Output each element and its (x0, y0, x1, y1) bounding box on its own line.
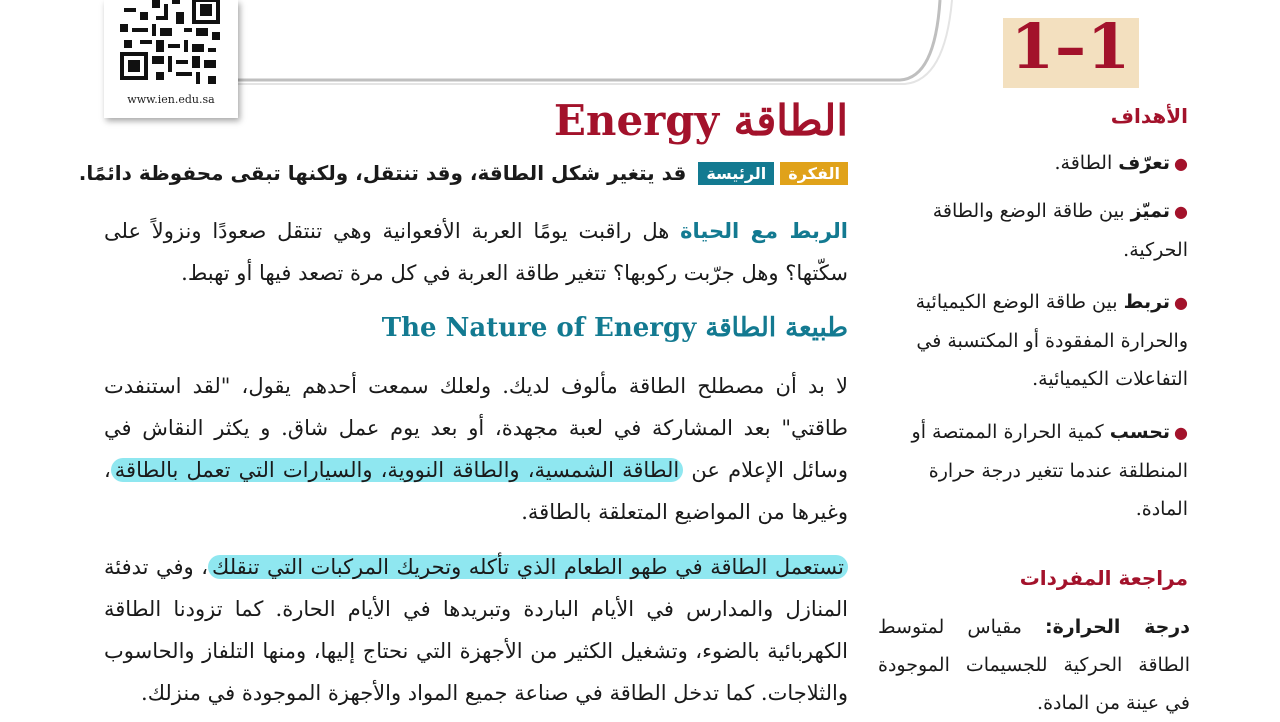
paragraph-1-text-b: ، وغيرها من المواضيع المتعلقة بالطاقة. (104, 458, 848, 524)
main-idea (79, 161, 848, 185)
objective-text: الطاقة. (1054, 152, 1119, 174)
main-idea-text: قد يتغير شكل الطاقة، وقد تنتقل، ولكنها تبقى محفوظة دائمًا. (78, 161, 687, 185)
main-idea-sublabel: الرئيسة (698, 162, 774, 185)
highlighted-text: الطاقة الشمسية، والطاقة النووية، والسيارات التي تعمل بالطاقة (111, 458, 683, 482)
main-idea-label: الفكرة (780, 162, 848, 185)
highlighted-text: تستعمل الطاقة في طهو الطعام الذي تأكله وتحريك المركبات التي تنقلك (208, 555, 848, 579)
paragraph-2 (104, 546, 848, 714)
objective-item (878, 283, 1188, 398)
lesson-number-badge (1003, 10, 1139, 88)
paragraph-2-text: ، وفي تدفئة المنازل والمدارس في الأيام الباردة وتبريدها في الأيام الحارة. كما تزودنا الطاقة الكهربائية بالضوء، وتشغيل الكثير من الأجهزة التي نحتاج إليها، ومنها التلفاز والحاسوب والثلاجات. كما تدخل الطاقة في صناعة جميع المواد والأجهزة الموجودة في منزلك. (104, 555, 848, 705)
lesson-title: الطاقة Energy (553, 96, 848, 145)
vocab-review-heading: مراجعة المفردات (1019, 566, 1188, 590)
vocab-term: درجة الحرارة: (1044, 616, 1190, 638)
bullet-icon: ● (1174, 202, 1188, 221)
vocab-review-entry (878, 608, 1190, 722)
objective-text: بين طاقة الوضع والطاقة الحركية. (932, 200, 1188, 261)
objective-item (878, 413, 1188, 528)
real-world-connection (104, 210, 848, 294)
objective-verb: تميّز (1130, 200, 1171, 222)
objective-text: كمية الحرارة الممتصة أو المنطلقة عندما تتغير درجة حرارة المادة. (911, 421, 1188, 520)
bullet-icon: ● (1174, 154, 1188, 173)
qr-code-icon (120, 0, 220, 84)
objectives-heading: الأهداف (1110, 104, 1188, 128)
objective-text: بين طاقة الوضع الكيميائية والحرارة المفقودة أو المكتسبة في التفاعلات الكيميائية. (915, 291, 1188, 390)
qr-code-card[interactable] (104, 0, 238, 118)
objective-verb: تعرّف (1118, 152, 1171, 174)
section-title: طبيعة الطاقة The Nature of Energy (381, 313, 848, 343)
bullet-icon: ● (1174, 423, 1188, 442)
lesson-number: 1–1 (1010, 10, 1132, 83)
objective-item (878, 192, 1188, 269)
objective-verb: تربط (1123, 291, 1171, 313)
vocab-definition: مقياس لمتوسط الطاقة الحركية للجسيمات الموجودة في عينة من المادة. (878, 616, 1190, 714)
qr-url[interactable]: www.ien.edu.sa (127, 93, 215, 106)
bullet-icon: ● (1174, 293, 1188, 312)
paragraph-1-text-a: لا بد أن مصطلح الطاقة مألوف لديك. ولعلك سمعت أحدهم يقول، "لقد استنفدت طاقتي" بعد المشاركة في لعبة مجهدة، أو بعد يوم عمل شاق. و يكثر النقاش في وسائل الإعلام عن (104, 374, 848, 482)
connection-lead: الربط مع الحياة (680, 219, 848, 243)
paragraph-1 (104, 365, 848, 533)
connection-text: هل راقبت يومًا العربة الأفعوانية وهي تنتقل صعودًا ونزولاً على سكّتها؟ وهل جرّبت ركوبها؟ تتغير طاقة العربة في كل مرة تصعد فيها أو تهبط. (104, 219, 848, 285)
objective-item (878, 144, 1188, 183)
objective-verb: تحسب (1109, 421, 1171, 443)
